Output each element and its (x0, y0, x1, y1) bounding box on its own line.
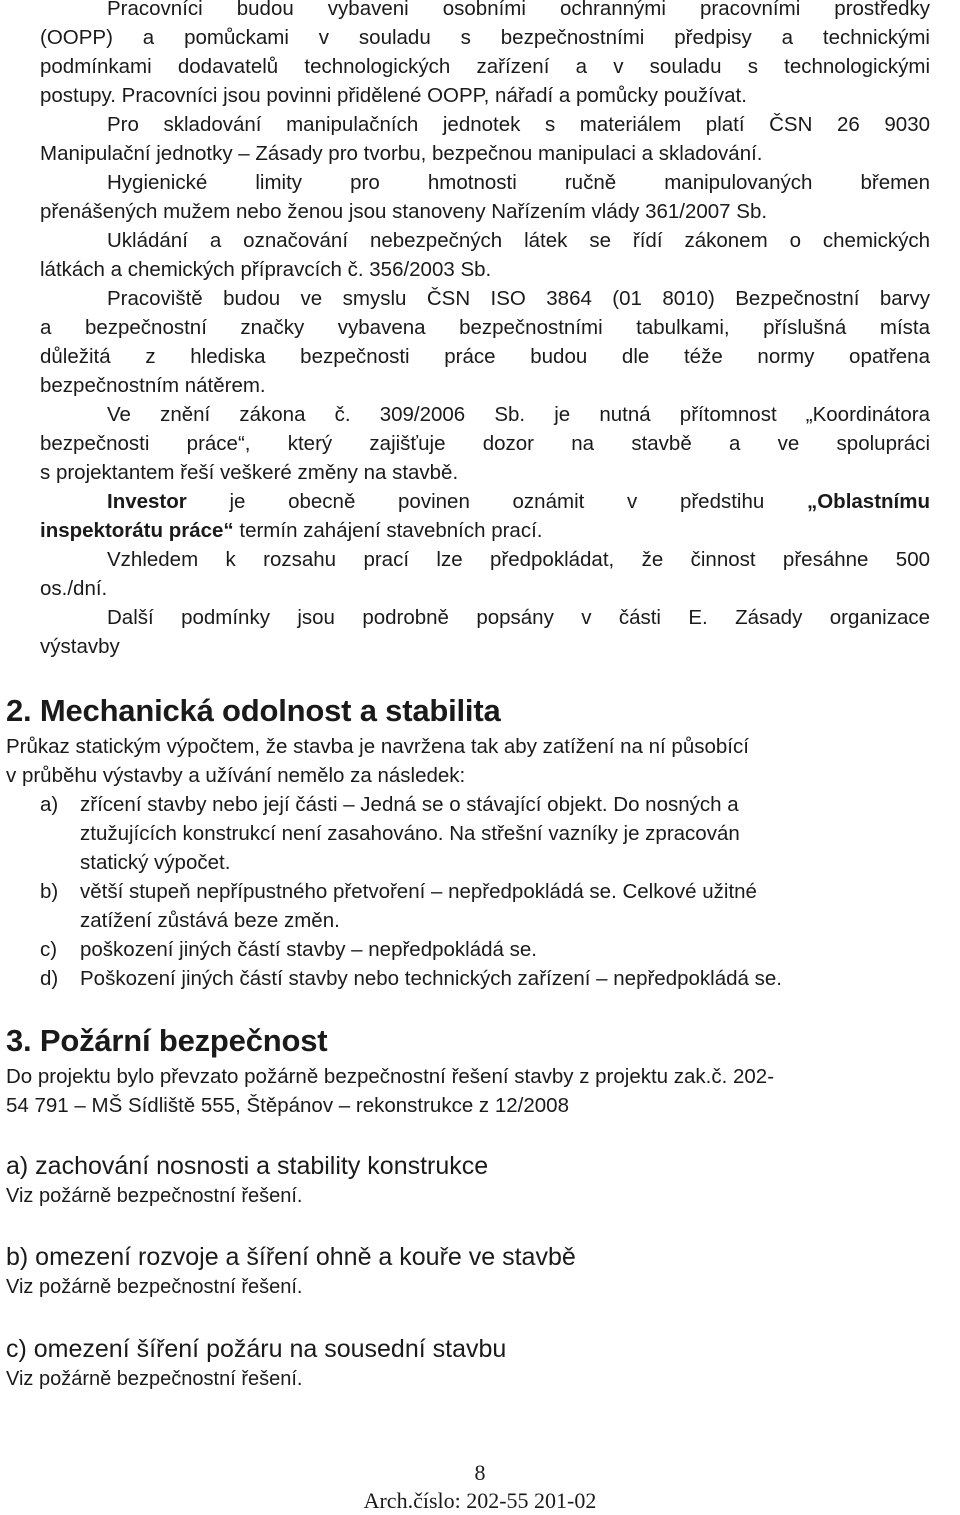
text-line: (OOPP) a pomůckami v souladu s bezpečnostními předpisy a technickými (40, 26, 930, 49)
section-3-heading: 3. Požární bezpečnost (6, 1023, 328, 1058)
list-marker: a) (40, 793, 59, 816)
section-3-text (6, 1062, 951, 1120)
paragraph-hygienicke-limity (40, 168, 930, 226)
inspektorat-label: inspektorátu práce“ (40, 519, 234, 542)
text-line: Ukládání a označování nebezpečných látek se řídí zákonem o chemických (107, 229, 930, 252)
subsection-b-text: Viz požárně bezpečnostní řešení. (6, 1276, 303, 1298)
paragraph-nebezpecne-latky (40, 226, 930, 284)
text-line: zatížení zůstává beze změn. (80, 909, 340, 932)
text-line: Průkaz statickým výpočtem, že stavba je navržena tak aby zatížení na ní působící (6, 735, 749, 758)
archive-number: Arch.číslo: 202-55 201-02 (363, 1488, 597, 1513)
text-line: bezpečnosti práce“, který zajišťuje dozor na stavbě a ve spolupráci (40, 432, 930, 455)
text-line: postupy. Pracovníci jsou povinni přidělené OOPP, nářadí a pomůcky používat. (40, 84, 747, 107)
text-line: 54 791 – MŠ Sídliště 555, Štěpánov – rekonstrukce z 12/2008 (6, 1094, 569, 1117)
paragraph-skladovani (40, 110, 930, 168)
text-line: důležitá z hlediska bezpečnosti práce budou dle téže normy opatřena (40, 345, 930, 368)
text-line: s projektantem řeší veškeré změny na stavbě. (40, 461, 459, 484)
text-line: Pracoviště budou ve smyslu ČSN ISO 3864 (01 8010) Bezpečnostní barvy (107, 287, 930, 310)
text-line (40, 516, 930, 545)
text-line: Hygienické limity pro hmotnosti ručně manipulovaných břemen (107, 171, 930, 194)
list-item-d (40, 964, 960, 993)
subsection-a-text: Viz požárně bezpečnostní řešení. (6, 1185, 303, 1207)
list-item-b (40, 877, 960, 935)
text-line: Další podmínky jsou podrobně popsány v části E. Zásady organizace (107, 606, 930, 629)
subsection-a-title: a) zachování nosnosti a stability konstrukce (6, 1152, 489, 1180)
text-line: Manipulační jednotky – Zásady pro tvorbu, bezpečnou manipulaci a skladování. (40, 142, 763, 165)
paragraph-investor (40, 487, 930, 545)
inspektorat-text: termín zahájení stavebních prací. (233, 519, 543, 542)
page-number: 8 (474, 1460, 486, 1485)
paragraph-koordinator (40, 400, 930, 487)
subsection-c-text: Viz požárně bezpečnostní řešení. (6, 1368, 303, 1390)
oblastnimu-label: „Oblastnímu (806, 490, 930, 513)
text-line: výstavby (40, 635, 120, 658)
text-line: větší stupeň nepřípustného přetvoření – nepředpokládá se. Celkové užitné (80, 880, 757, 903)
subsection-b-title: b) omezení rozvoje a šíření ohně a kouře ve stavbě (6, 1243, 576, 1271)
text-line: zřícení stavby nebo její části – Jedná se o stávající objekt. Do nosných a (80, 793, 739, 816)
section-2-list (40, 790, 960, 993)
text-line: os./dní. (40, 577, 108, 600)
text-line: Pracovníci budou vybaveni osobními ochrannými pracovními prostředky (107, 0, 930, 20)
section-2-heading: 2. Mechanická odolnost a stabilita (6, 693, 501, 728)
text-line: Do projektu bylo převzato požárně bezpečnostní řešení stavby z projektu zak.č. 202- (6, 1065, 775, 1088)
subsection-c-title: c) omezení šíření požáru na sousední stavbu (6, 1335, 507, 1363)
text-line: přenášených mužem nebo ženou jsou stanoveny Nařízením vlády 361/2007 Sb. (40, 200, 768, 223)
list-item-body (40, 964, 960, 993)
list-marker: c) (40, 938, 58, 961)
text-line: Poškození jiných částí stavby nebo technických zařízení – nepředpokládá se. (80, 967, 782, 990)
text-line: ztužujících konstrukcí není zasahováno. Na střešní vazníky je zpracován (80, 822, 740, 845)
paragraph-dalsi-podminky (40, 603, 930, 661)
text-line: látkách a chemických přípravcích č. 356/2003 Sb. (40, 258, 492, 281)
list-marker: d) (40, 967, 59, 990)
list-item-body (40, 935, 960, 964)
paragraph-bezpecnostni-barvy (40, 284, 930, 400)
text-line (40, 487, 930, 516)
list-item-body (40, 877, 960, 935)
list-item-c (40, 935, 960, 964)
text-line: v průběhu výstavby a užívání nemělo za následek: (6, 764, 466, 787)
text-line: statický výpočet. (80, 851, 231, 874)
text-line: a bezpečnostní značky vybavena bezpečnostními tabulkami, příslušná místa (40, 316, 930, 339)
paragraph-oopp (40, 0, 930, 110)
text-line: Ve znění zákona č. 309/2006 Sb. je nutná přítomnost „Koordinátora (107, 403, 930, 426)
list-item-body (40, 790, 960, 877)
section-2-text (6, 732, 951, 790)
text-line: bezpečnostním nátěrem. (40, 374, 266, 397)
text-line: Pro skladování manipulačních jednotek s materiálem platí ČSN 26 9030 (107, 113, 930, 136)
investor-text: je obecně povinen oznámit v předstihu (186, 490, 807, 513)
list-item-a (40, 790, 960, 877)
text-line: poškození jiných částí stavby – nepředpokládá se. (80, 938, 537, 961)
paragraph-rozsah-praci (40, 545, 930, 603)
text-line: podmínkami dodavatelů technologických zařízení a v souladu s technologickými (40, 55, 930, 78)
list-marker: b) (40, 880, 59, 903)
text-line: Vzhledem k rozsahu prací lze předpokládat, že činnost přesáhne 500 (107, 548, 930, 571)
investor-label: Investor (107, 490, 187, 513)
